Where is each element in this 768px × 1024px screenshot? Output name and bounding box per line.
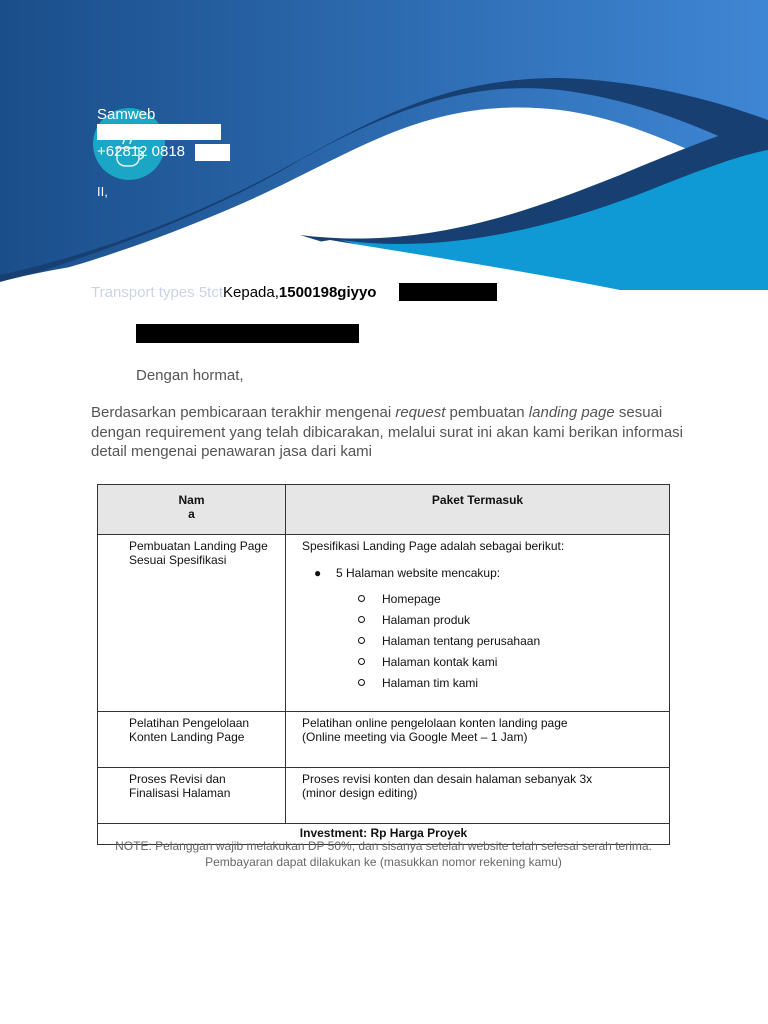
list-item-text: Halaman produk [382,612,471,627]
table-row [98,535,670,712]
row-name: Proses Revisi dan Finalisasi Halaman [98,768,286,824]
bullet-text: 5 Halaman website mencakup: [336,566,501,580]
bullet-dot-icon: ● [314,566,322,580]
recipient-line [91,284,376,301]
list-item [358,588,663,609]
row-desc [286,535,670,712]
list-item [358,630,663,651]
investment-total: Investment: Rp Harga Proyek [98,824,670,845]
redaction-black-1 [399,283,497,301]
list-item-text: Halaman tentang perusahaan [382,633,541,648]
offer-table [97,484,670,845]
row-desc-text: Spesifikasi Landing Page adalah sebagai berikut: [302,539,565,553]
circle-bullet-icon [358,658,365,665]
recipient-faint-text: Transport types 5tct [91,284,223,301]
header-name [98,485,286,535]
row-desc-line2: (Online meeting via Google Meet – 1 Jam) [302,730,528,744]
table-header-row [98,485,670,535]
company-name: Samweb [97,106,156,123]
header-name-line1: Nam [178,493,205,507]
sub-list [302,588,663,693]
recipient-label: Kepada, [223,284,279,301]
row-desc [286,768,670,824]
row-name: Pembuatan Landing Page Sesuai Spesifikasi [98,535,286,712]
payment-note [97,838,670,870]
list-item-text: Homepage [382,591,441,606]
redaction-white-2 [195,144,230,161]
list-item-text: Halaman tim kami [382,675,479,690]
header-package: Paket Termasuk [286,485,670,535]
circle-bullet-icon [358,595,365,602]
redaction-black-2 [136,324,359,343]
note-line2: Pembayaran dapat dilakukan ke (masukkan nomor rekening kamu) [205,855,562,869]
row-name: Pelatihan Pengelolaan Konten Landing Page [98,712,286,768]
circle-bullet-icon [358,616,365,623]
table-row [98,712,670,768]
redaction-white-1 [97,124,221,140]
bullet-item [302,566,663,580]
header-small-text: II, [97,184,108,199]
intro-text-3: sesuai dengan requirement yang telah dibicarakan, melalui surat ini akan kami berikan informasi detail mengenai penawaran jasa dari kami [91,404,683,460]
row-desc-line1: Proses revisi konten dan desain halaman sebanyak 3x [302,772,593,786]
row-desc [286,712,670,768]
row-desc-line1: Pelatihan online pengelolaan konten landing page [302,716,568,730]
note-line1: NOTE: Pelanggan wajib melakukan DP 50%, dan sisanya setelah website telah selesai serah terima. [115,839,652,853]
circle-bullet-icon [358,637,365,644]
circle-bullet-icon [358,679,365,686]
table-row [98,768,670,824]
intro-text-1: Berdasarkan pembicaraan terakhir mengenai [91,404,396,421]
list-item [358,672,663,693]
list-item [358,651,663,672]
list-item [358,609,663,630]
row-desc-line2: (minor design editing) [302,786,418,800]
list-item-text: Halaman kontak kami [382,654,498,669]
intro-em-request: request [395,404,446,421]
intro-paragraph [91,403,691,462]
intro-em-landing-page: landing page [528,404,615,421]
company-phone: +62812 0818 [97,143,186,160]
header-name-line2: a [188,507,195,521]
greeting: Dengan hormat, [136,367,244,384]
intro-text-2: pembuatan [445,404,529,421]
recipient-name: 1500198giyyo [278,284,377,301]
